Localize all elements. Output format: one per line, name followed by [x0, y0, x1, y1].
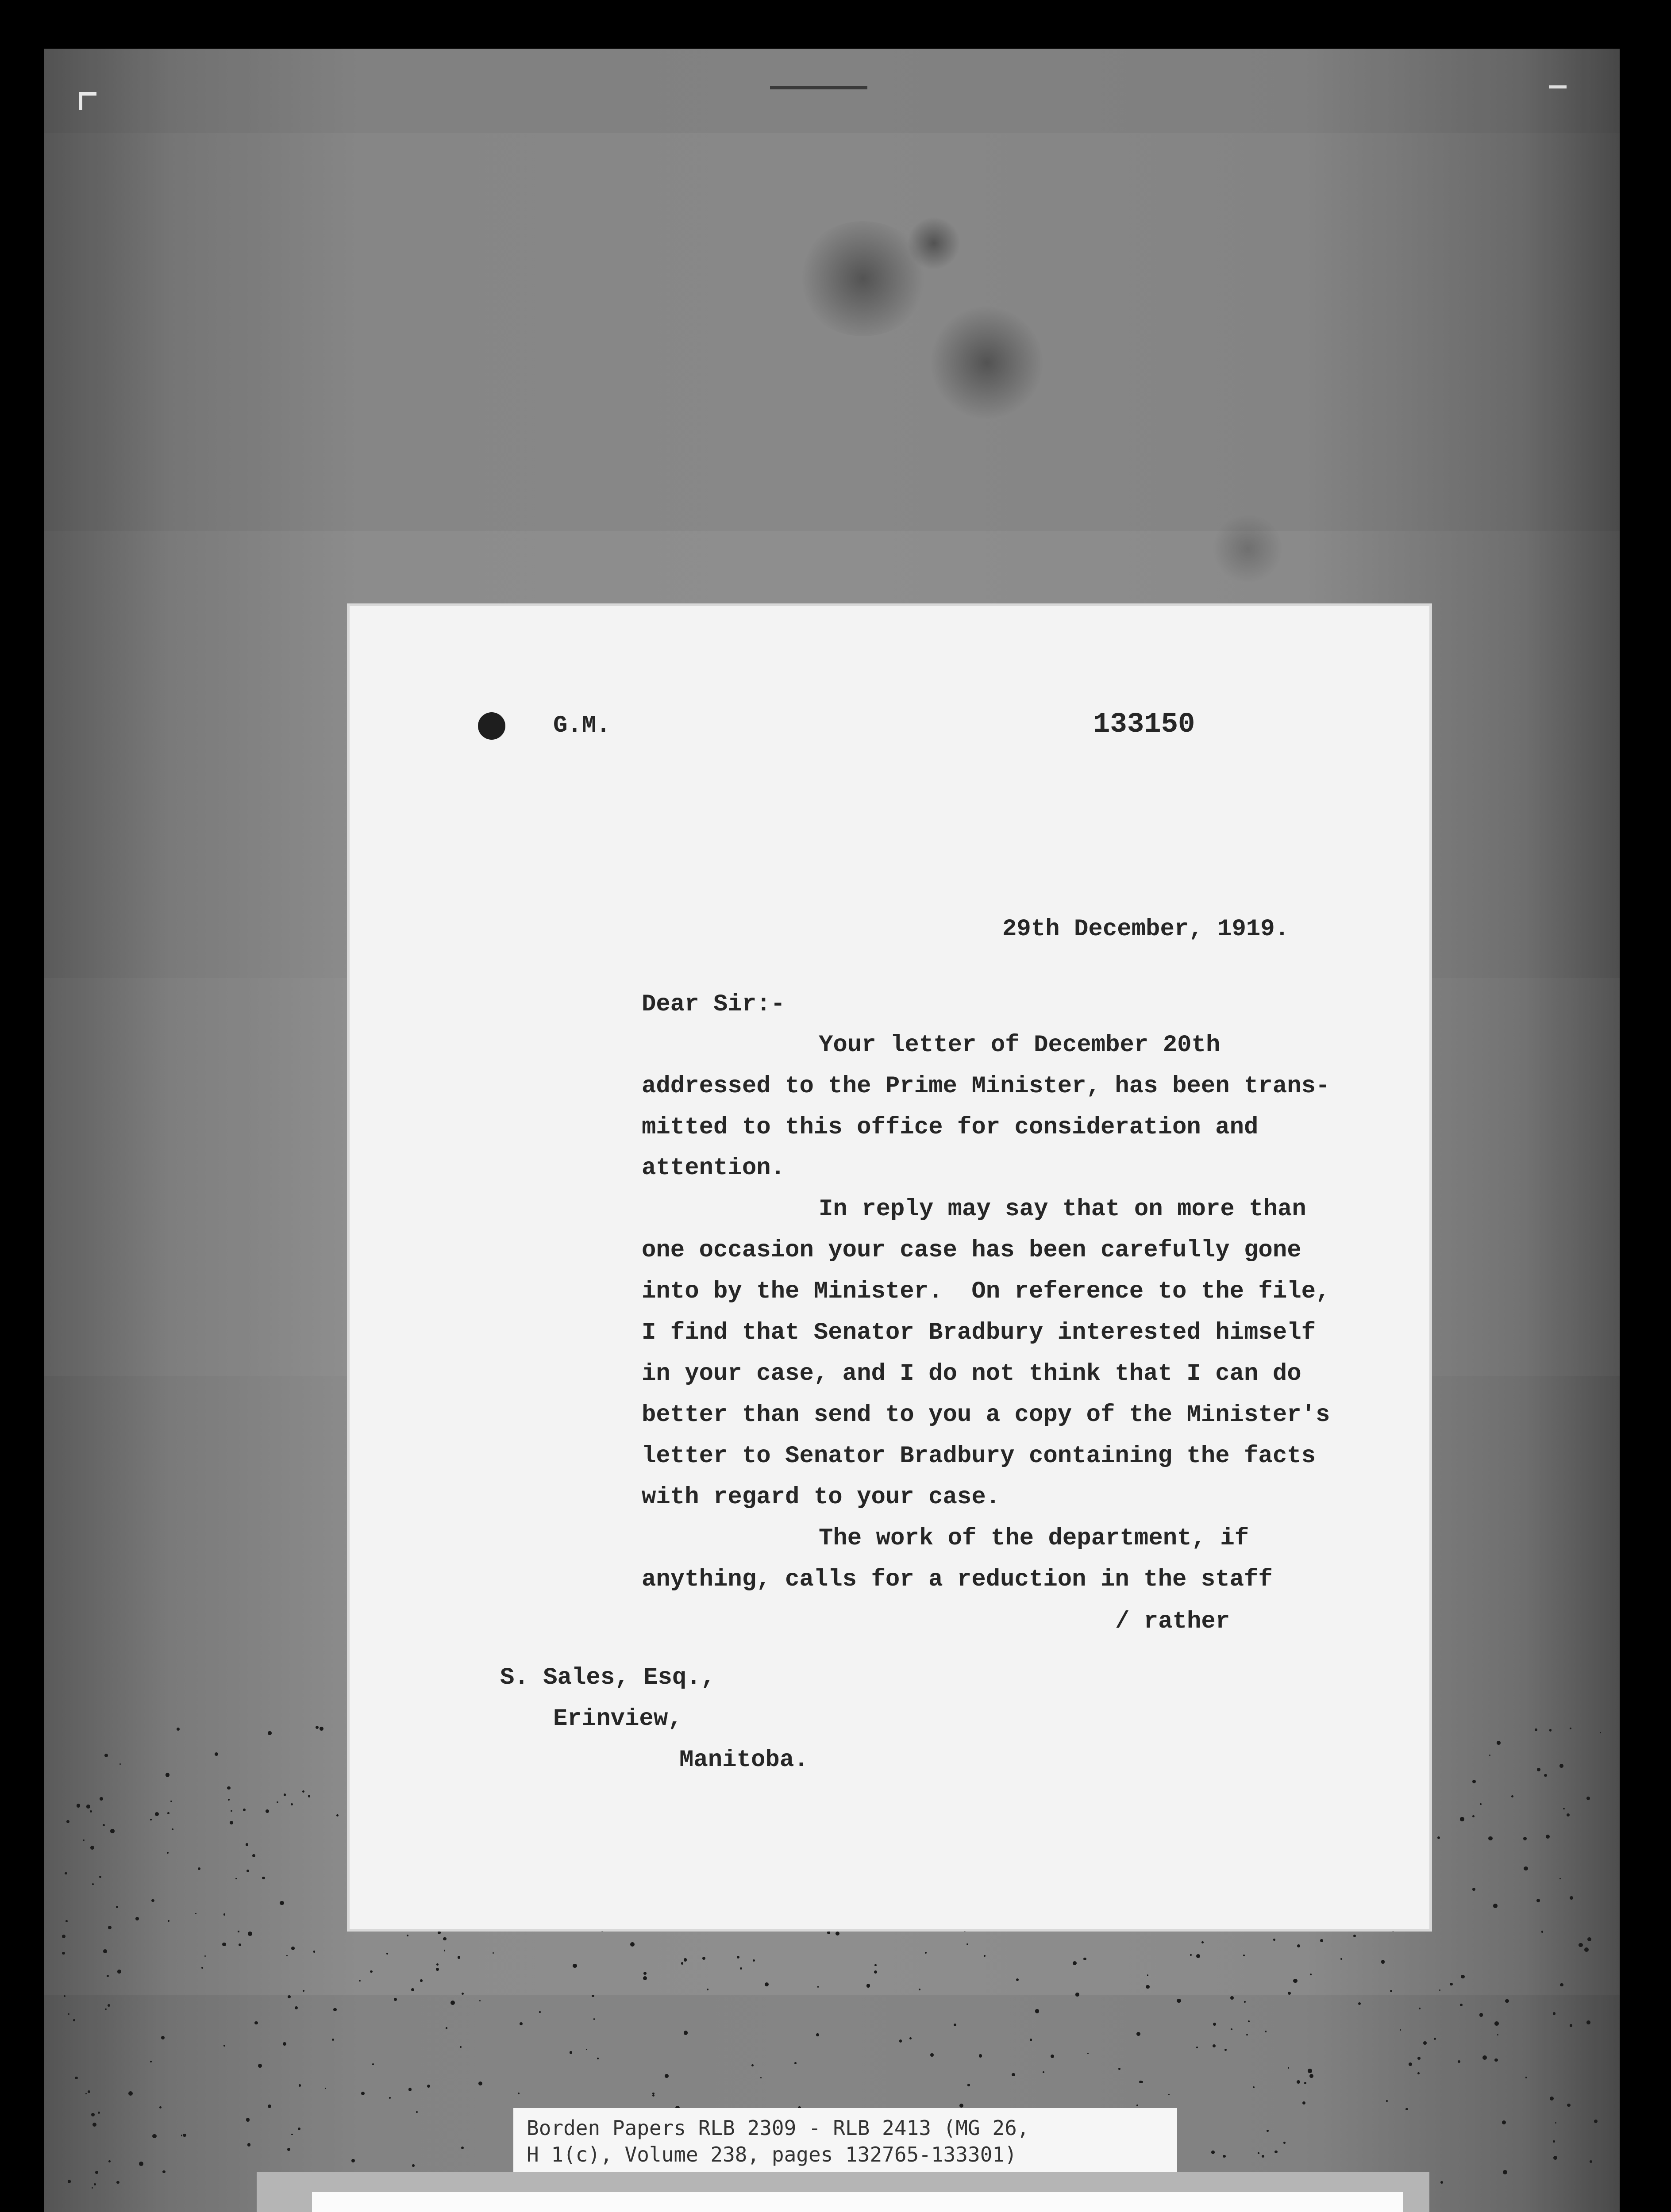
film-speck: [1559, 1764, 1563, 1768]
film-speck: [128, 2091, 133, 2096]
film-speck: [228, 1799, 230, 1801]
film-speck: [110, 1829, 114, 1833]
film-speck: [984, 1955, 986, 1957]
film-speck: [407, 1935, 408, 1936]
film-speck: [299, 2084, 301, 2086]
film-speck: [246, 2118, 250, 2122]
film-speck: [460, 2046, 462, 2048]
film-speck: [930, 2053, 934, 2057]
film-speck: [286, 1955, 288, 1956]
film-speck: [443, 1937, 446, 1940]
film-speck: [1297, 1944, 1300, 1947]
film-speck: [1213, 2023, 1216, 2026]
film-speck: [95, 2171, 98, 2174]
film-speck: [167, 1812, 169, 1814]
film-speck: [238, 1931, 239, 1932]
film-speck: [1553, 2012, 1555, 2015]
film-speck: [361, 2092, 365, 2095]
film-speck: [291, 2134, 293, 2135]
film-speck: [152, 2134, 157, 2139]
film-speck: [159, 2106, 162, 2108]
film-speck: [1320, 1939, 1323, 1942]
film-speck: [740, 1967, 743, 1970]
film-speck: [1265, 2031, 1267, 2032]
film-edge-mark: [1549, 85, 1567, 88]
film-speck: [1267, 2130, 1269, 2132]
film-speck: [64, 1995, 65, 1997]
film-speck: [268, 2104, 271, 2108]
film-speck: [436, 1963, 439, 1966]
film-speck: [1381, 1960, 1385, 1964]
film-speck: [412, 2164, 414, 2166]
film-speck: [172, 1828, 173, 1830]
film-speck: [643, 1972, 647, 1975]
film-speck: [247, 2143, 251, 2147]
film-speck: [308, 1795, 310, 1797]
film-speck: [1139, 2081, 1142, 2083]
film-speck: [73, 2019, 75, 2021]
film-speck: [1293, 1979, 1297, 1983]
film-speck: [103, 1824, 105, 1826]
archive-stamp-card: [312, 2192, 1403, 2212]
film-speck: [291, 1803, 293, 1805]
film-speck: [1537, 1768, 1540, 1771]
film-speck: [436, 1968, 439, 1971]
film-speck: [1304, 2082, 1306, 2084]
film-speck: [964, 1930, 966, 1932]
film-speck: [1460, 1817, 1464, 1821]
film-speck: [117, 1970, 121, 1974]
film-speck: [1550, 2097, 1554, 2101]
film-speck: [684, 2031, 688, 2035]
film-speck: [1244, 2001, 1246, 2003]
film-speck: [1309, 2074, 1313, 2078]
film-speck: [1586, 1797, 1590, 1800]
letter-body-line: letter to Senator Bradbury containing the facts: [642, 1443, 1316, 1470]
film-speck: [1030, 2039, 1032, 2041]
continuation-marker: / rather: [1115, 1608, 1230, 1635]
film-speck: [816, 2033, 819, 2036]
film-speck: [1288, 1992, 1291, 1995]
reference-label-line: H 1(c), Volume 238, pages 132765-133301): [527, 2143, 1017, 2166]
film-speck: [1423, 2041, 1427, 2045]
film-speck: [1567, 2104, 1570, 2107]
film-speck: [248, 1932, 252, 1936]
film-speck: [235, 1878, 237, 1880]
film-speck: [1570, 2024, 1572, 2027]
film-speck: [1146, 1985, 1150, 1989]
film-speck: [1012, 2073, 1015, 2077]
film-speck: [1560, 1983, 1563, 1987]
film-speck: [817, 1986, 819, 1988]
letter-date: 29th December, 1919.: [1002, 916, 1290, 943]
film-speck: [967, 2084, 970, 2086]
film-speck: [68, 2013, 69, 2015]
film-speck: [231, 1810, 232, 1812]
film-speck: [198, 1867, 200, 1870]
film-speck: [65, 1872, 67, 1874]
film-speck: [370, 1970, 372, 1973]
film-corner-mark: [79, 92, 96, 96]
film-speck: [1535, 1728, 1537, 1731]
film-speck: [1273, 1939, 1275, 1941]
letter-body-line: in your case, and I do not think that I can do: [642, 1360, 1301, 1387]
letter-body-line: with regard to your case.: [642, 1484, 1001, 1511]
film-speck: [116, 1906, 118, 1908]
film-speck: [280, 1901, 284, 1905]
letter-body-line: addressed to the Prime Minister, has been trans-: [642, 1073, 1330, 1100]
film-speck: [116, 2181, 119, 2184]
film-speck: [1274, 2151, 1278, 2154]
film-speck: [90, 1846, 94, 1850]
film-speck: [1479, 2013, 1483, 2017]
film-speck: [1223, 2155, 1225, 2158]
punch-hole: [478, 712, 505, 740]
letter-body-line: better than send to you a copy of the Minister's: [642, 1402, 1330, 1429]
film-speck: [1201, 1941, 1204, 1943]
film-speck: [1196, 2047, 1198, 2048]
film-speck: [1419, 2008, 1421, 2009]
reference-label-line: Borden Papers RLB 2309 - RLB 2413 (MG 26,: [527, 2116, 1029, 2140]
film-speck: [1505, 1999, 1509, 2003]
film-speck: [1087, 2053, 1089, 2054]
film-speck: [461, 2147, 464, 2149]
letter-body-line: anything, calls for a reduction in the staff: [642, 1566, 1273, 1593]
letter-initials: G.M.: [553, 712, 611, 739]
film-speck: [1523, 1837, 1527, 1840]
reference-label: [513, 2108, 1177, 2174]
letter-body-line: I find that Senator Bradbury interested himself: [642, 1319, 1316, 1346]
film-speck: [372, 2063, 374, 2065]
film-speck: [1563, 1808, 1565, 1810]
film-speck: [98, 2112, 100, 2114]
film-speck: [1570, 1896, 1573, 1900]
film-speck: [1392, 1930, 1394, 1932]
film-speck: [737, 1956, 739, 1959]
film-speck: [283, 2042, 286, 2046]
film-speck: [1308, 2069, 1312, 2073]
film-speck: [166, 1773, 169, 1777]
film-speck: [62, 1952, 65, 1955]
addressee-name: S. Sales, Esq.,: [500, 1664, 716, 1691]
film-speck: [284, 1793, 286, 1796]
film-speck: [168, 1920, 169, 1922]
film-speck: [104, 1754, 108, 1757]
film-speck: [1493, 1904, 1498, 1908]
film-speck: [1075, 1993, 1079, 1996]
film-speck: [83, 1839, 85, 1841]
film-speck: [597, 2058, 599, 2059]
film-speck: [262, 1877, 265, 1880]
film-speck: [135, 1917, 139, 1920]
film-speck: [1262, 2155, 1264, 2158]
film-speck: [92, 2187, 93, 2189]
film-speck: [479, 2000, 481, 2001]
film-speck: [75, 2077, 77, 2079]
film-speck: [336, 1814, 339, 1816]
film-speck: [1386, 2100, 1388, 2102]
film-speck: [161, 2036, 165, 2039]
film-edge-mark: [770, 86, 867, 89]
film-speck: [1458, 2060, 1460, 2063]
film-speck: [1488, 1836, 1492, 1840]
film-speck: [223, 2045, 225, 2047]
film-speck: [1541, 1931, 1543, 1932]
film-speck: [1586, 2020, 1590, 2024]
film-speck: [520, 2022, 523, 2025]
letter-body-line: mitted to this office for consideration and: [642, 1114, 1259, 1141]
letter-body-line: Your letter of December 20th: [819, 1032, 1221, 1059]
film-speck: [979, 2054, 982, 2057]
film-speck: [1288, 2067, 1289, 2068]
film-speck: [1536, 1899, 1540, 1902]
film-speck: [1043, 2071, 1044, 2073]
film-speck: [254, 2021, 258, 2025]
film-speck: [333, 2008, 336, 2011]
film-speck: [86, 1805, 90, 1808]
film-speck: [1340, 1958, 1342, 1960]
film-speck: [539, 2011, 540, 2012]
film-speck: [444, 1950, 445, 1951]
letter-salutation: Dear Sir:-: [642, 991, 785, 1018]
film-speck: [438, 1931, 441, 1934]
film-speck: [1553, 2140, 1555, 2143]
film-speck: [1297, 2080, 1301, 2084]
film-speck: [291, 1947, 295, 1950]
film-speck: [478, 2081, 482, 2085]
film-speck: [1390, 1990, 1392, 1992]
film-speck: [68, 2180, 71, 2183]
film-speck: [684, 1958, 687, 1961]
film-speck: [874, 1970, 877, 1974]
film-speck: [1524, 1866, 1528, 1870]
addressee-town: Erinview,: [553, 1705, 682, 1732]
film-speck: [1584, 1947, 1589, 1952]
film-speck: [1147, 1974, 1149, 1976]
film-speck: [277, 1801, 278, 1803]
film-speck: [1570, 1728, 1571, 1729]
film-speck: [230, 1821, 233, 1824]
film-speck: [665, 2074, 668, 2078]
film-speck: [183, 2134, 186, 2137]
film-speck: [1494, 2058, 1498, 2062]
letter-body-line: attention.: [642, 1155, 785, 1182]
film-speck: [162, 2170, 165, 2173]
film-speck: [1503, 2170, 1507, 2174]
film-speck: [139, 2162, 143, 2166]
film-speck: [420, 1979, 422, 1982]
film-speck: [1460, 2004, 1463, 2006]
typed-letter: [350, 606, 1429, 1929]
film-speck: [652, 2094, 655, 2097]
addressee-province: Manitoba.: [679, 1747, 809, 1774]
film-speck: [107, 1975, 109, 1977]
document-number: 133150: [1093, 709, 1195, 741]
letter-body-line: into by the Minister. On reference to the file,: [642, 1278, 1330, 1305]
film-speck: [1494, 2021, 1499, 2026]
film-speck: [592, 1995, 594, 1997]
film-speck: [222, 1943, 226, 1946]
letter-body-line: In reply may say that on more than: [819, 1196, 1306, 1223]
film-speck: [258, 2064, 262, 2068]
film-speck: [103, 1949, 107, 1953]
film-speck: [181, 2135, 183, 2136]
film-speck: [1525, 2077, 1527, 2078]
film-speck: [1211, 2151, 1215, 2154]
film-speck: [389, 2097, 391, 2099]
film-speck: [1035, 2009, 1039, 2013]
film-speck: [1472, 1780, 1476, 1783]
film-speck: [1405, 2108, 1408, 2111]
letter-body-line: The work of the department, if: [819, 1525, 1249, 1552]
letter-body-line: one occasion your case has been carefully gone: [642, 1237, 1301, 1264]
film-speck: [1409, 2062, 1412, 2066]
film-speck: [252, 1854, 255, 1857]
film-speck: [1016, 1978, 1019, 1981]
film-speck: [239, 1943, 241, 1946]
film-speck: [1118, 2068, 1120, 2070]
film-speck: [298, 2128, 300, 2130]
film-speck: [320, 1727, 323, 1731]
film-speck: [268, 1731, 271, 1735]
film-speck: [1258, 2152, 1259, 2154]
film-speck: [100, 1797, 103, 1801]
film-speck: [246, 1843, 248, 1846]
film-speck: [1302, 2101, 1305, 2104]
